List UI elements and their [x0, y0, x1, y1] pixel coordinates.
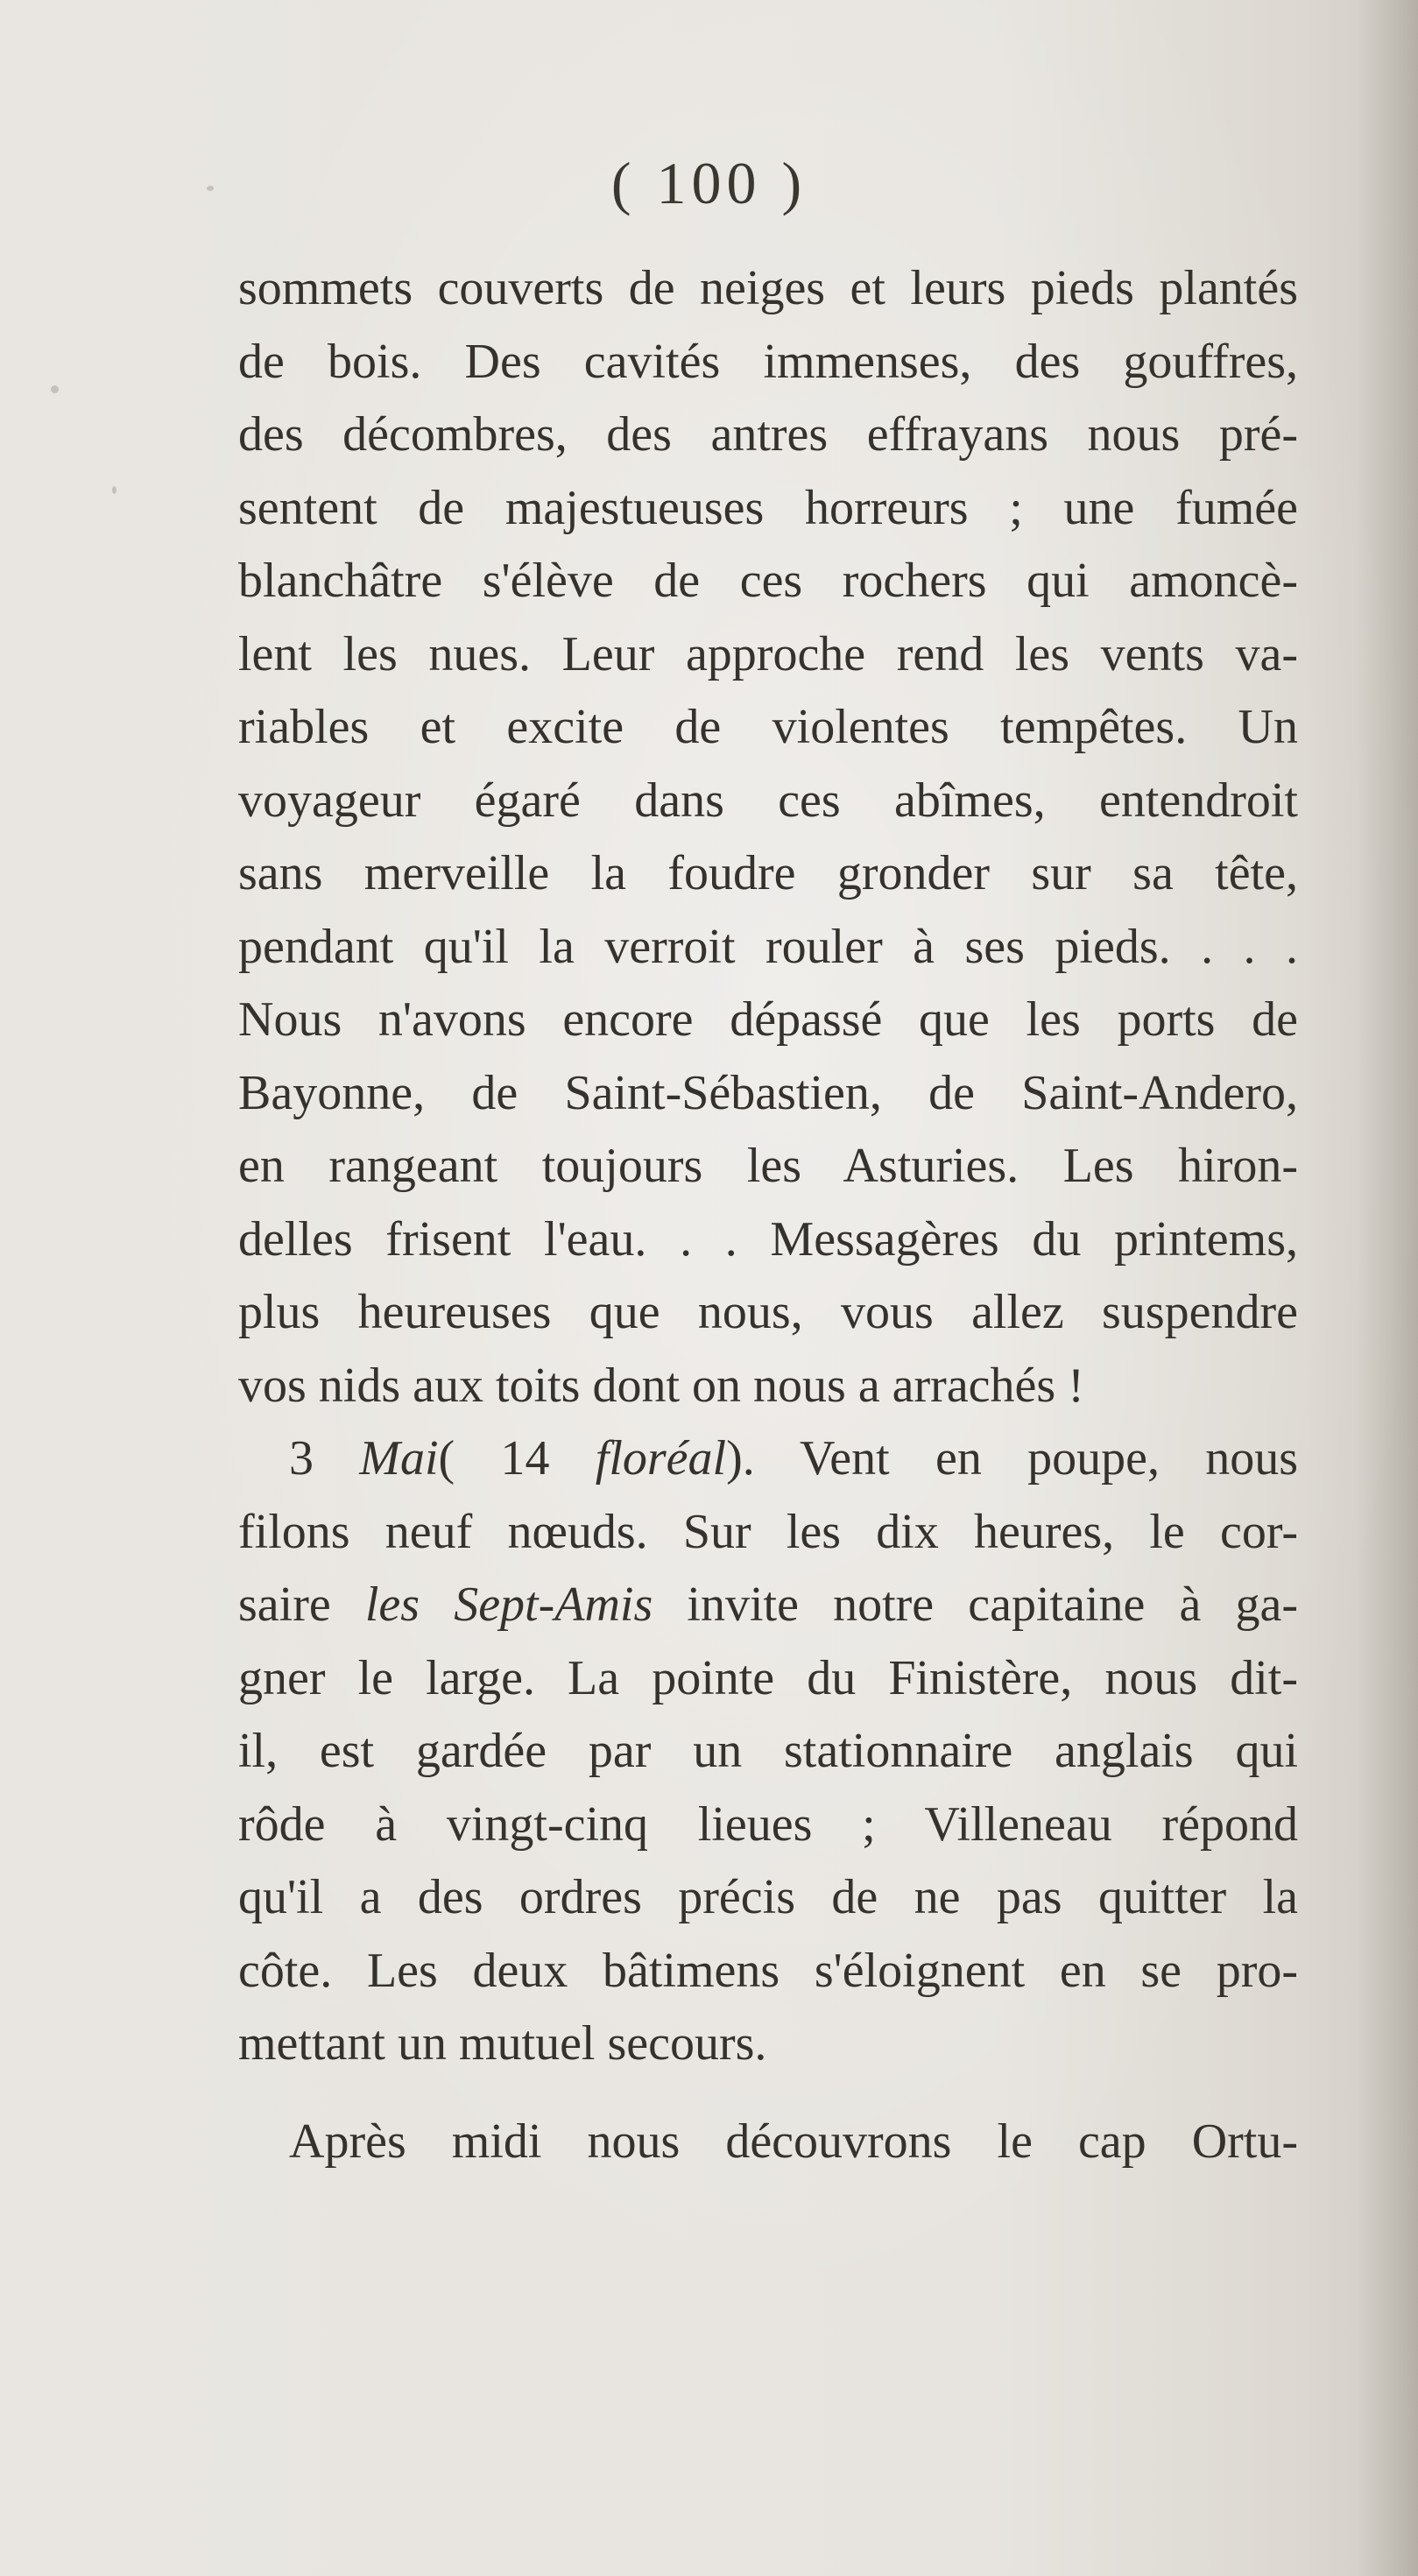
ink-speck: [51, 385, 59, 393]
text-line: filons neuf nœuds. Sur les dix heures, le cor-: [238, 1504, 1298, 1559]
text-line: mettant un mutuel secours.: [238, 2016, 767, 2071]
text-fragment: invite notre capitaine à ga-: [687, 1577, 1298, 1632]
text-line: en rangeant toujours les Asturies. Les hiron-: [238, 1139, 1298, 1193]
body-text: [238, 252, 1298, 2178]
text-line: côte. Les deux bâtimens s'éloignent en se pro-: [238, 1943, 1298, 1998]
text-line-with-ship-name: [238, 1569, 1298, 1642]
date-open-paren: (: [438, 1431, 455, 1486]
page-edge-shadow: [1357, 0, 1418, 2576]
text-line: blanchâtre s'élève de ces rochers qui amoncè-: [238, 554, 1298, 608]
text-line: plus heureuses que nous, vous allez suspendre: [238, 1285, 1298, 1339]
text-line: sans merveille la foudre gronder sur sa tête,: [238, 846, 1298, 900]
diary-entry-first-line: [238, 1422, 1298, 1496]
text-line: pendant qu'il la verroit rouler à ses pieds. . . .: [238, 919, 1298, 974]
text-line: de bois. Des cavités immenses, des gouffres,: [238, 334, 1298, 389]
revolutionary-month: floréal: [595, 1431, 727, 1486]
text-line: rôde à vingt-cinq lieues ; Villeneau répond: [238, 1796, 1298, 1852]
date-month: Mai: [359, 1431, 439, 1486]
text-line: sentent de majestueuses horreurs ; une fumée: [238, 480, 1298, 535]
text-line: lent les nues. Leur approche rend les vents va-: [238, 626, 1298, 681]
ship-name: les Sept-Amis: [364, 1577, 653, 1632]
text-line: sommets couverts de neiges et leurs pieds plantés: [238, 261, 1298, 315]
revolutionary-day: 14: [500, 1431, 550, 1486]
text-fragment: saire: [238, 1577, 331, 1632]
text-line: voyageur égaré dans ces abîmes, entendroit: [238, 773, 1298, 828]
ink-speck: [112, 486, 116, 494]
text-fragment: Vent en poupe, nous: [800, 1431, 1299, 1486]
text-line: vos nids aux toits dont on nous a arrachés !: [238, 1358, 1084, 1413]
text-line: il, est gardée par un stationnaire anglais qui: [238, 1724, 1298, 1778]
date-close-paren: ).: [726, 1431, 755, 1486]
text-line: qu'il a des ordres précis de ne pas quitter la: [238, 1870, 1298, 1924]
text-line: Nous n'avons encore dépassé que les ports de: [238, 992, 1298, 1047]
page-number: ( 100 ): [610, 150, 808, 216]
text-line: gner le large. La pointe du Finistère, nous dit-: [238, 1650, 1298, 1705]
text-line: Après midi nous découvrons le cap Ortu-: [289, 2114, 1298, 2169]
text-line: delles frisent l'eau. . . Messagères du printems,: [238, 1211, 1298, 1267]
text-line: Bayonne, de Saint-Sébastien, de Saint-Andero,: [238, 1065, 1298, 1120]
text-line: des décombres, des antres effrayans nous pré-: [238, 407, 1298, 462]
date-day: 3: [289, 1431, 314, 1486]
text-line: riables et excite de violentes tempêtes. Un: [238, 700, 1298, 754]
